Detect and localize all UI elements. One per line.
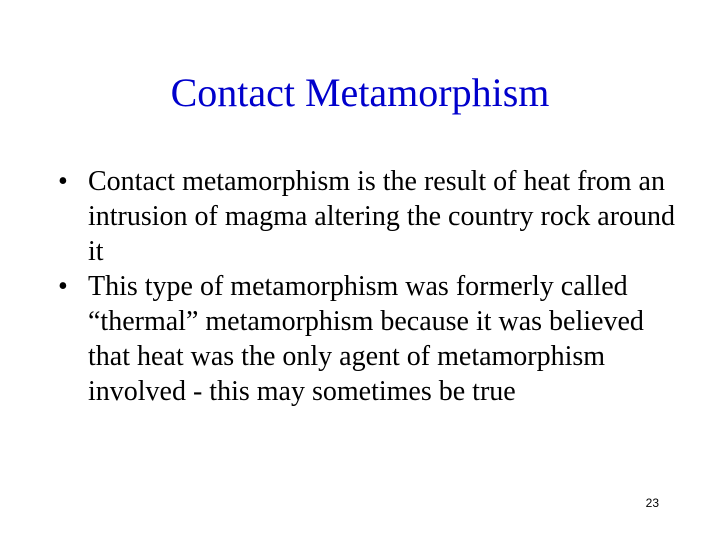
slide-title: Contact Metamorphism: [170, 70, 550, 115]
bullet-item: [58, 269, 678, 409]
bullet-marker: •: [58, 166, 68, 197]
bullet-item: [58, 164, 678, 269]
bullet-text: This type of metamorphism was formerly called “thermal” metamorphism because it was believed that heat was the only agent of metamorphism involved - this may sometimes be true: [88, 271, 644, 407]
bullet-marker: •: [58, 271, 68, 302]
bullet-list: [58, 164, 678, 409]
page-number: 23: [645, 496, 659, 510]
bullet-text: Contact metamorphism is the result of heat from an intrusion of magma altering the country rock around it: [88, 166, 676, 267]
